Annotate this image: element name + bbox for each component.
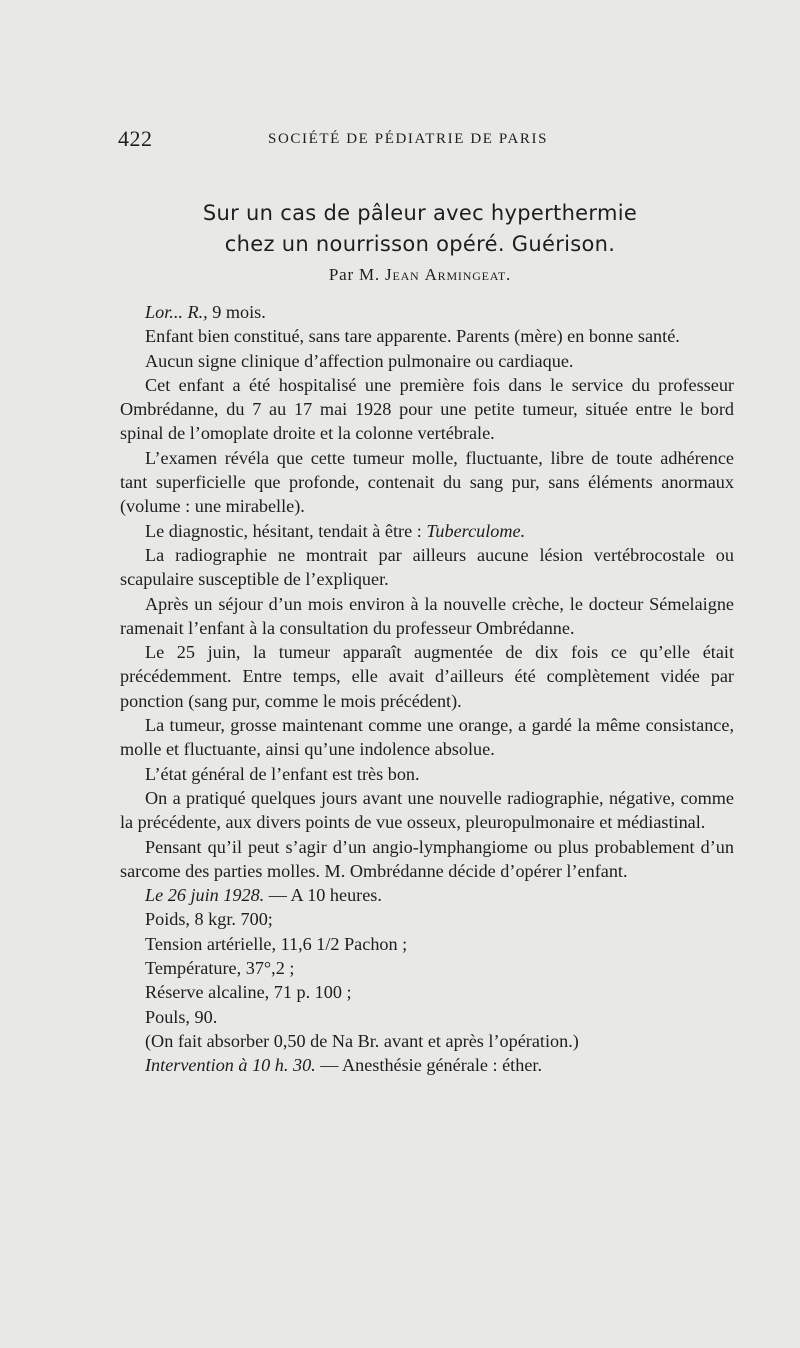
- byline-prefix: Par M.: [328, 265, 386, 284]
- journal-title: SOCIÉTÉ DE PÉDIATRIE DE PARIS: [268, 131, 549, 147]
- paragraph: On a pratiqué quelques jours avant une nouvelle radiographie, négative, comme la précédente, aux divers points de vue osseux, pleuropulmonaire et médiastinal.: [120, 787, 734, 833]
- page-number: 422: [118, 126, 153, 151]
- diagnosis-text: Le diagnostic, hésitant, tendait à être :: [145, 520, 427, 541]
- vital-weight: Poids, 8 kgr. 700;: [145, 909, 273, 930]
- paragraph: Après un séjour d’un mois environ à la nouvelle crèche, le docteur Sémelaigne ramenait l’enfant à la consultation du professeur Ombrédanne.: [120, 593, 734, 638]
- title-line-1: Sur un cas de pâleur avec hyperthermie: [202, 201, 638, 225]
- vital-alkaline-reserve: Réserve alcaline, 71 p. 100 ;: [145, 982, 352, 1003]
- author-byline: [150, 265, 690, 285]
- paragraph-intervention: [120, 1053, 734, 1077]
- diagnosis-term: Tuberculome.: [426, 520, 526, 541]
- operation-date: Le 26 juin 1928.: [145, 885, 265, 906]
- title-line-2: chez un nourrisson opéré. Guérison.: [224, 232, 616, 256]
- paragraph: La tumeur, grosse maintenant comme une orange, a gardé la même consistance, molle et fluctuante, ainsi qu’une indolence absolue.: [120, 715, 734, 760]
- author-last-name: Armingeat.: [424, 265, 512, 284]
- paragraph-date: [120, 883, 734, 907]
- author-first-name: Jean: [385, 265, 420, 284]
- paragraph: L’examen révéla que cette tumeur molle, fluctuante, libre de toute adhérence tant superficielle que profonde, contenait du sang pur, sans éléments anormaux (volume : une mirabelle).: [120, 447, 734, 517]
- paragraph: Le 25 juin, la tumeur apparaît augmentée de dix fois ce qu’elle était précédemment. Entre temps, elle avait d’ailleurs été complètement vidée par ponction (sang pur, comme le mois précédent).: [120, 642, 734, 711]
- paragraph: L’état général de l’enfant est très bon.: [145, 763, 420, 784]
- paragraph: Pensant qu’il peut s’agir d’un angio-lymphangiome ou plus probablement d’un sarcome des parties molles. M. Ombrédanne décide d’opérer l’enfant.: [120, 836, 734, 881]
- paragraph: La radiographie ne montrait par ailleurs aucune lésion vertébrocostale ou scapulaire susceptible de l’expliquer.: [120, 544, 734, 590]
- paragraph: Cet enfant a été hospitalisé une première fois dans le service du professeur Ombrédanne, du 7 au 17 mai 1928 pour une petite tumeur, située entre le bord spinal de l’omoplate droite et la colonne vertébrale.: [120, 374, 734, 444]
- premedication-note: (On fait absorber 0,50 de Na Br. avant et après l’opération.): [145, 1030, 579, 1051]
- paragraph-diagnosis: [120, 519, 734, 543]
- patient-age: 9 mois.: [207, 302, 266, 322]
- article-body: [120, 300, 734, 1078]
- running-header: [118, 126, 730, 156]
- paragraph: Aucun signe clinique d’affection pulmonaire ou cardiaque.: [145, 350, 574, 371]
- vital-blood-pressure: Tension artérielle, 11,6 1/2 Pachon ;: [145, 933, 408, 954]
- patient-initials: Lor... R.,: [145, 302, 208, 322]
- anesthesia-note: — Anesthésie générale : éther.: [315, 1055, 542, 1076]
- paragraph-patient: [120, 300, 734, 324]
- paragraph: Enfant bien constitué, sans tare apparente. Parents (mère) en bonne santé.: [145, 326, 680, 347]
- intervention-time: Intervention à 10 h. 30.: [145, 1055, 316, 1076]
- operation-time: — A 10 heures.: [264, 885, 382, 906]
- article-title: [150, 198, 690, 260]
- vital-temperature: Température, 37°,2 ;: [145, 958, 295, 979]
- vital-pulse: Pouls, 90.: [145, 1006, 218, 1027]
